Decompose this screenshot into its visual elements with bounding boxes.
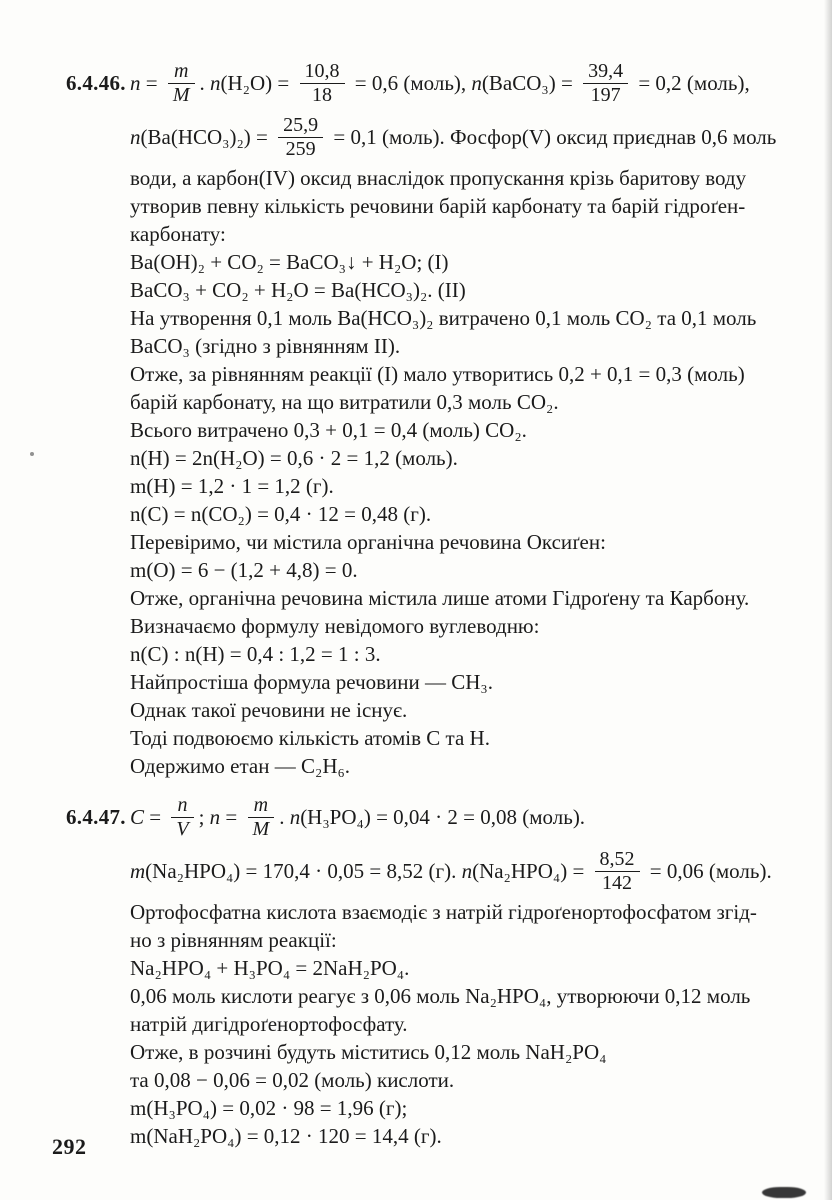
text-line: Отже, в розчині будуть міститись 0,12 моль NaH₂PO₄ xyxy=(130,1040,607,1064)
fraction-numerator: 39,4 xyxy=(588,60,624,83)
fraction-numerator: 10,8 xyxy=(304,60,340,83)
fraction-denominator: M xyxy=(168,83,195,106)
math-var: n xyxy=(130,125,141,149)
fraction-numerator: 25,9 xyxy=(283,114,319,137)
formula-text: = 0,2 (моль), xyxy=(633,71,750,95)
fraction-numerator: n xyxy=(177,794,188,817)
fraction-denominator: 259 xyxy=(278,137,323,160)
problem-6-4-47 xyxy=(66,790,806,1150)
scan-edge-shadow xyxy=(824,0,832,1200)
equation-line: n(C) = n(CO₂) = 0,4 · 12 = 0,48 (г). xyxy=(130,502,432,526)
equation-line: n(H) = 2n(H₂O) = 0,6 · 2 = 1,2 (моль). xyxy=(130,446,458,470)
text-line: но з рівнянням реакції: xyxy=(130,928,337,952)
fraction-denominator: 197 xyxy=(583,83,628,106)
fraction xyxy=(248,794,275,840)
problem-number: 6.4.47. xyxy=(66,805,126,829)
formula-text: (Ba(HCO₃)₂) = xyxy=(140,125,274,149)
fraction xyxy=(583,60,628,106)
math-var: n xyxy=(130,71,141,95)
equation-line: Ba(OH)₂ + CO₂ = BaCO₃↓ + H₂O; (I) xyxy=(130,250,449,274)
equation-line: BaCO₃ + CO₂ + H₂O = Ba(HCO₃)₂. (II) xyxy=(130,278,466,302)
problem-6-4-46 xyxy=(66,56,806,780)
fraction-numerator: m xyxy=(173,60,189,83)
text-line: Визначаємо формулу невідомого вуглеводню: xyxy=(130,614,540,638)
formula-text: = 0,1 (моль). Фосфор(V) оксид приєднав 0,6 моль xyxy=(328,125,777,149)
fraction-numerator: m xyxy=(253,794,269,817)
math-var: C xyxy=(130,805,145,829)
fraction xyxy=(595,848,640,894)
text-line: Найпростіша формула речовини — CH₃. xyxy=(130,670,493,694)
scan-stray-dot xyxy=(30,452,34,456)
text-line: води, а карбон(IV) оксид внаслідок пропускання крізь баритову воду xyxy=(130,166,747,190)
text-line: На утворення 0,1 моль Ba(HCO₃)₂ витрачено 0,1 моль CO₂ та 0,1 моль xyxy=(130,306,757,330)
text-line: Ортофосфатна кислота взаємодіє з натрій гідроґенортофосфатом згід- xyxy=(130,900,757,924)
page-number: 292 xyxy=(52,1134,87,1159)
text-line: барій карбонату, на що витратили 0,3 моль CO₂. xyxy=(130,390,559,414)
formula-text: . xyxy=(199,71,211,95)
equation-line: Na₂HPO₄ + H₃PO₄ = 2NaH₂PO₄. xyxy=(130,956,410,980)
formula-text: ; xyxy=(198,805,210,829)
fraction xyxy=(171,794,193,840)
fraction-numerator: 8,52 xyxy=(599,848,635,871)
formula-text: = xyxy=(140,71,163,95)
formula-text: (H₂O) = xyxy=(220,71,295,95)
formula-text: = xyxy=(220,805,243,829)
fraction xyxy=(278,114,323,160)
page-content xyxy=(66,56,806,1150)
math-var: n xyxy=(210,71,221,95)
formula-line xyxy=(130,844,806,898)
scan-artifact xyxy=(762,1187,806,1198)
text-line: Перевіримо, чи містила органічна речовина Оксиґен: xyxy=(130,530,606,554)
text-line: Всього витрачено 0,3 + 0,1 = 0,4 (моль) CO₂. xyxy=(130,418,527,442)
equation-line: m(NaH₂PO₄) = 0,12 · 120 = 14,4 (г). xyxy=(130,1124,442,1148)
equation-line: m(O) = 6 − (1,2 + 4,8) = 0. xyxy=(130,558,358,582)
text-line: та 0,08 − 0,06 = 0,02 (моль) кислоти. xyxy=(130,1068,455,1092)
equation-line: m(H₃PO₄) = 0,02 · 98 = 1,96 (г); xyxy=(130,1096,408,1120)
text-line: Отже, органічна речовина містила лише атоми Гідроґену та Карбону. xyxy=(130,586,750,610)
math-var: n xyxy=(209,805,221,829)
problem-number: 6.4.46. xyxy=(66,71,126,95)
fraction-denominator: M xyxy=(248,817,275,840)
math-var: m xyxy=(130,859,146,883)
text-line: карбонату: xyxy=(130,222,226,246)
math-var: n xyxy=(289,805,301,829)
equation-line: m(H) = 1,2 · 1 = 1,2 (г). xyxy=(130,474,334,498)
text-line: утворив певну кількість речовини барій карбонату та барій гідроґен- xyxy=(130,194,746,218)
formula-text: . xyxy=(279,805,290,829)
text-line: Тоді подвоюємо кількість атомів C та H. xyxy=(130,726,490,750)
fraction xyxy=(168,60,195,106)
formula-line xyxy=(66,56,806,110)
formula-text: = 0,06 (моль). xyxy=(644,859,772,883)
formula-text: (Na₂HPO₄) = 170,4 · 0,05 = 8,52 (г). xyxy=(145,859,462,883)
formula-line xyxy=(130,110,806,164)
fraction xyxy=(300,60,345,106)
fraction-denominator: V xyxy=(171,817,193,840)
text-line: натрій дигідроґенортофосфату. xyxy=(130,1012,408,1036)
formula-text: = 0,6 (моль), xyxy=(349,71,472,95)
formula-text: = xyxy=(144,805,167,829)
formula-text: (H₃PO₄) = 0,04 · 2 = 0,08 (моль). xyxy=(300,805,586,829)
text-line: Одержимо етан — C₂H₆. xyxy=(130,754,351,778)
math-var: n xyxy=(471,71,482,95)
text-line: Отже, за рівнянням реакції (I) мало утворитись 0,2 + 0,1 = 0,3 (моль) xyxy=(130,362,745,386)
formula-text: (BaCO₃) = xyxy=(481,71,579,95)
formula-text: (Na₂HPO₄) = xyxy=(472,859,590,883)
text-line: Однак такої речовини не існує. xyxy=(130,698,408,722)
fraction-denominator: 18 xyxy=(300,83,345,106)
text-line: BaCO₃ (згідно з рівнянням II). xyxy=(130,334,401,358)
fraction-denominator: 142 xyxy=(595,871,640,894)
text-line: 0,06 моль кислоти реагує з 0,06 моль Na₂HPO₄, утворюючи 0,12 моль xyxy=(130,984,751,1008)
formula-line xyxy=(66,790,806,844)
equation-line: n(C) : n(H) = 0,4 : 1,2 = 1 : 3. xyxy=(130,642,381,666)
math-var: n xyxy=(461,859,473,883)
